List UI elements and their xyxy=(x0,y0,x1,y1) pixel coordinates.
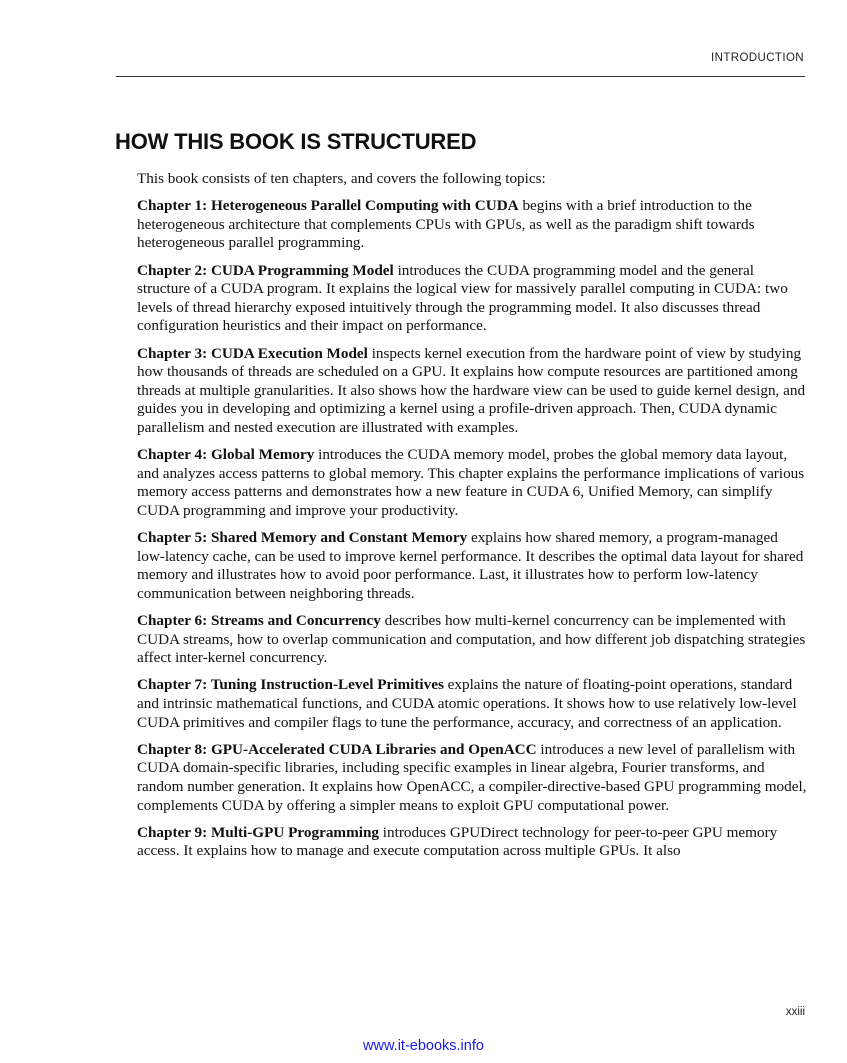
chapter-6-title: Chapter 6: Streams and Concurrency xyxy=(137,612,381,630)
chapter-2-paragraph xyxy=(137,262,807,336)
footer-link[interactable]: www.it-ebooks.info xyxy=(363,1038,484,1054)
chapter-4-paragraph xyxy=(137,446,807,520)
chapter-8-title: Chapter 8: GPU-Accelerated CUDA Libraries and OpenACC xyxy=(137,740,537,758)
chapter-5-paragraph xyxy=(137,529,807,603)
chapter-1-paragraph xyxy=(137,197,807,253)
chapter-6-paragraph xyxy=(137,612,807,668)
chapter-2-text: introduces the CUDA programming model and the general structure of a CUDA program. It explains the logical view for massively parallel computing in CUDA: two levels of thread hierarchy exposed intuitively through the programming model. It also discusses thread configuration heuristics and their impact on performance. xyxy=(137,261,788,335)
body-text xyxy=(137,170,807,870)
chapter-4-text: introduces the CUDA memory model, probes the global memory data layout, and analyzes access patterns to global memory. This chapter explains the performance implications of various memory access patterns and demonstrates how a new feature in CUDA 6, Unified Memory, can simplify CUDA programming and improve your productivity. xyxy=(137,446,805,519)
chapter-4-title: Chapter 4: Global Memory xyxy=(137,446,315,464)
chapter-5-title: Chapter 5: Shared Memory and Constant Memory xyxy=(137,529,468,547)
intro-paragraph: This book consists of ten chapters, and covers the following topics: xyxy=(137,170,546,187)
chapter-2-title: Chapter 2: CUDA Programming Model xyxy=(137,261,394,279)
chapter-1-text: begins with a brief introduction to the heterogeneous architecture that complements CPUs with GPUs, as well as the paradigm shift towards heterogeneous parallel programming. xyxy=(137,197,755,252)
chapter-3-title: Chapter 3: CUDA Execution Model xyxy=(137,344,368,362)
page-number: xxiii xyxy=(785,1006,805,1018)
chapter-1-title: Chapter 1: Heterogeneous Parallel Computing with CUDA xyxy=(137,197,519,215)
chapter-9-paragraph xyxy=(137,824,807,861)
chapter-7-paragraph xyxy=(137,676,807,732)
chapter-3-text: inspects kernel execution from the hardware point of view by studying how thousands of threads are scheduled on a GPU. It explains how compute resources are partitioned among threads at multiple granularities. It also shows how the hardware view can be used to guide kernel design, and guides you in developing and optimizing a kernel using a profile-driven approach. Then, CUDA dynamic parallelism and nested execution are illustrated with examples. xyxy=(137,344,806,436)
chapter-9-text: introduces GPUDirect technology for peer-to-peer GPU memory access. It explains how to manage and execute computation across multiple GPUs. It also xyxy=(137,823,778,860)
chapter-5-text: explains how shared memory, a program-managed low-latency cache, can be used to improve kernel performance. It describes the optimal data layout for shared memory and illustrates how to avoid poor performance. Last, it illustrates how to perform low-latency communication between neighboring threads. xyxy=(137,529,804,602)
header-rule xyxy=(116,76,805,77)
chapter-8-paragraph xyxy=(137,741,807,815)
chapter-8-text: introduces a new level of parallelism with CUDA domain-specific libraries, including specific examples in linear algebra, Fourier transforms, and random number generation. It explains how OpenACC, a compiler-directive-based GPU programming model, complements CUDA by offering a simpler means to exploit GPU computational power. xyxy=(137,740,807,814)
running-head: INTRODUCTION xyxy=(711,52,804,64)
section-title: HOW THIS BOOK IS STRUCTURED xyxy=(115,129,477,154)
chapter-7-text: explains the nature of floating-point operations, standard and intrinsic mathematical functions, and CUDA atomic operations. It shows how to use relatively low-level CUDA primitives and compiler flags to tune the performance, accuracy, and correctness of an application. xyxy=(137,676,797,731)
chapter-6-text: describes how multi-kernel concurrency can be implemented with CUDA streams, how to overlap communication and computation, and how different job dispatching strategies affect inter-kernel concurrency. xyxy=(137,612,806,667)
chapter-7-title: Chapter 7: Tuning Instruction-Level Primitives xyxy=(137,676,444,694)
chapter-3-paragraph xyxy=(137,345,807,438)
chapter-9-title: Chapter 9: Multi-GPU Programming xyxy=(137,823,379,841)
